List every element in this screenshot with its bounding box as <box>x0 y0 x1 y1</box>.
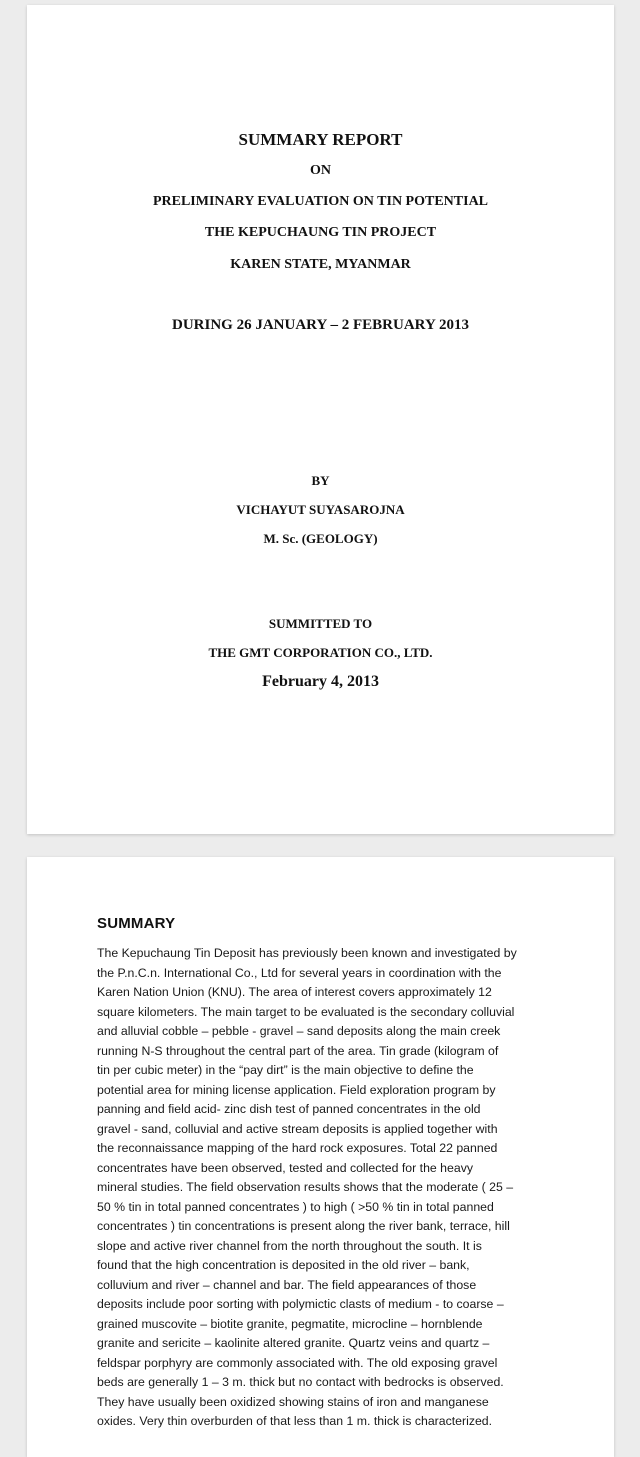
summary-line: square kilometers. The main target to be evaluated is the secondary colluvial <box>97 1004 515 1019</box>
summary-line: concentrates have been observed, tested and collected for the heavy <box>97 1160 473 1175</box>
summary-line: 50 % tin in total panned concentrates ) to high ( >50 % tin in total panned <box>97 1199 494 1214</box>
report-subject: PRELIMINARY EVALUATION ON TIN POTENTIAL <box>152 194 489 209</box>
summary-page <box>27 857 614 1457</box>
summary-line: feldspar porphyry are commonly associated with. The old exposing gravel <box>97 1355 498 1370</box>
summary-line: They have usually been oxidized showing stains of iron and manganese <box>97 1394 489 1409</box>
summary-line: slope and active river channel from the north throughout the south. It is <box>97 1238 482 1253</box>
summary-line: colluvium and river – channel and bar. The field appearances of those <box>97 1277 477 1292</box>
report-date: February 4, 2013 <box>262 673 379 690</box>
project-location: KAREN STATE, MYANMAR <box>230 257 411 272</box>
summary-line: beds are generally 1 – 3 m. thick but no contact with bedrocks is observed. <box>97 1375 504 1389</box>
summary-line: panning and field acid- zinc dish test of panned concentrates in the old <box>97 1102 481 1116</box>
summary-line: and alluvial cobble – pebble - gravel – sand deposits along the main creek <box>97 1024 501 1038</box>
summary-line: grained muscovite – biotite granite, pegmatite, microcline – hornblende <box>97 1316 483 1331</box>
project-name: THE KEPUCHAUNG TIN PROJECT <box>204 225 437 240</box>
summary-line: oxides. Very thin overburden of that less than 1 m. thick is characterized. <box>97 1414 493 1428</box>
summary-line: gravel - sand, colluvial and active stream deposits is applied together with <box>97 1121 498 1136</box>
summary-line: mineral studies. The field observation results shows that the moderate ( 25 – <box>97 1180 514 1194</box>
summary-line: found that the high concentration is deposited in the old river – bank, <box>97 1258 470 1272</box>
summary-line: potential area for mining license application. Field exploration program by <box>97 1082 496 1097</box>
summary-line: concentrates ) tin concentrations is present along the river bank, terrace, hill <box>97 1219 510 1233</box>
summary-line: Karen Nation Union (KNU). The area of interest covers approximately 12 <box>97 985 492 999</box>
summary-line: The Kepuchaung Tin Deposit has previously been known and investigated by <box>97 946 517 960</box>
report-on: ON <box>310 163 331 178</box>
report-title: SUMMARY REPORT <box>238 130 403 149</box>
by-label: BY <box>311 473 330 488</box>
submitted-to-label: SUMMITTED TO <box>268 616 373 631</box>
summary-line: deposits include poor sorting with polymictic clasts of medium - to coarse – <box>97 1297 504 1311</box>
summary-line: granite and sericite – kaolinite altered granite. Quartz veins and quartz – <box>97 1336 490 1350</box>
summary-line: the P.n.C.n. International Co., Ltd for several years in coordination with the <box>97 965 502 980</box>
author-name: VICHAYUT SUYASAROJNA <box>236 502 405 517</box>
author-degree: M. Sc. (GEOLOGY) <box>263 531 378 546</box>
summary-paragraph <box>97 944 533 1432</box>
company-name: THE GMT CORPORATION CO., LTD. <box>208 645 433 660</box>
summary-line: the reconnaissance mapping of the hard rock exposures. Total 22 panned <box>97 1141 498 1155</box>
summary-line: running N-S throughout the central part of the area. Tin grade (kilogram of <box>97 1043 499 1058</box>
report-period: DURING 26 JANUARY – 2 FEBRUARY 2013 <box>172 317 469 333</box>
summary-heading: SUMMARY <box>97 915 176 932</box>
cover-page <box>27 5 614 834</box>
summary-line: tin per cubic meter) in the “pay dirt” is the main objective to define the <box>97 1063 474 1077</box>
